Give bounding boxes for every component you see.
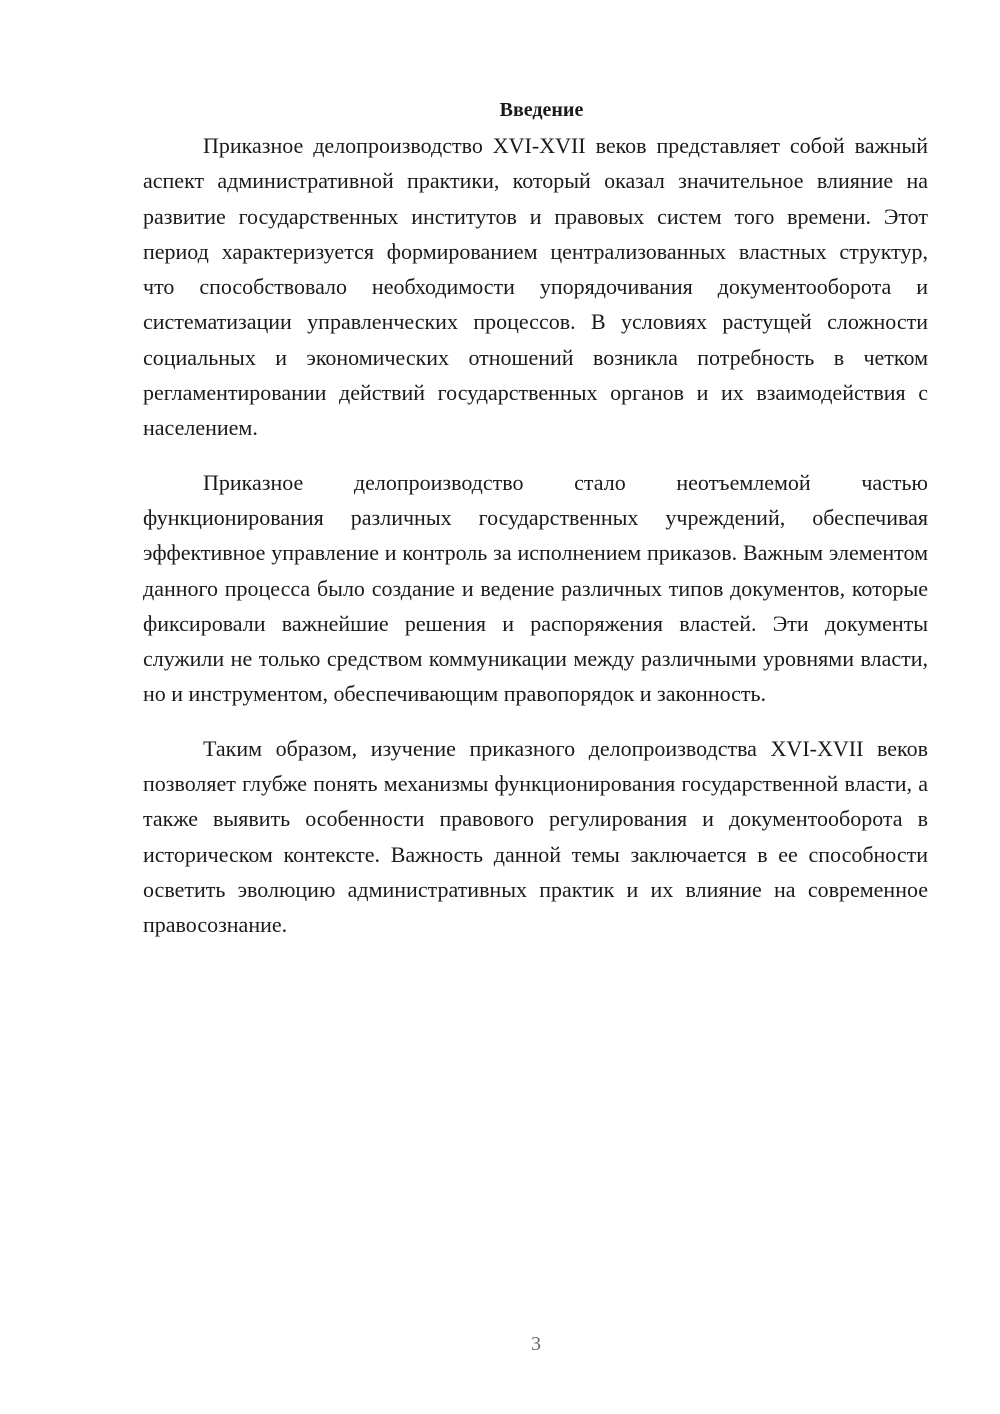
section-title: Введение xyxy=(499,99,584,121)
paragraph-3: Таким образом, изучение приказного делопроизводства XVI-XVII веков позволяет глубже понять механизмы функционирования государственной власти, а также выявить особенности правового регулирования и документооборота в историческом контексте. Важность данной темы заключается в ее способности осветить эволюцию административных практик и их влияние на современное правосознание. xyxy=(143,735,928,938)
paragraph-1: Приказное делопроизводство XVI-XVII веков представляет собой важный аспект административной практики, который оказал значительное влияние на развитие государственных институтов и правовых систем того времени. Этот период характеризуется формированием централизованных властных структур, что способствовало необходимости упорядочивания документооборота и систематизации управленческих процессов. В условиях растущей сложности социальных и экономических отношений возникла потребность в четком регламентировании действий государственных органов и их взаимодействия с населением. xyxy=(143,133,928,441)
page-number: 3 xyxy=(531,1333,541,1355)
paragraph-2: Приказное делопроизводство стало неотъемлемой частью функционирования различных государственных учреждений, обеспечивая эффективное управление и контроль за исполнением приказов. Важным элементом данного процесса было создание и ведение различных типов документов, которые фиксировали важнейшие решения и распоряжения властей. Эти документы служили не только средством коммуникации между различными уровнями власти, но и инструментом, обеспечивающим правопорядок и законность. xyxy=(143,469,928,707)
page-content xyxy=(143,93,928,943)
